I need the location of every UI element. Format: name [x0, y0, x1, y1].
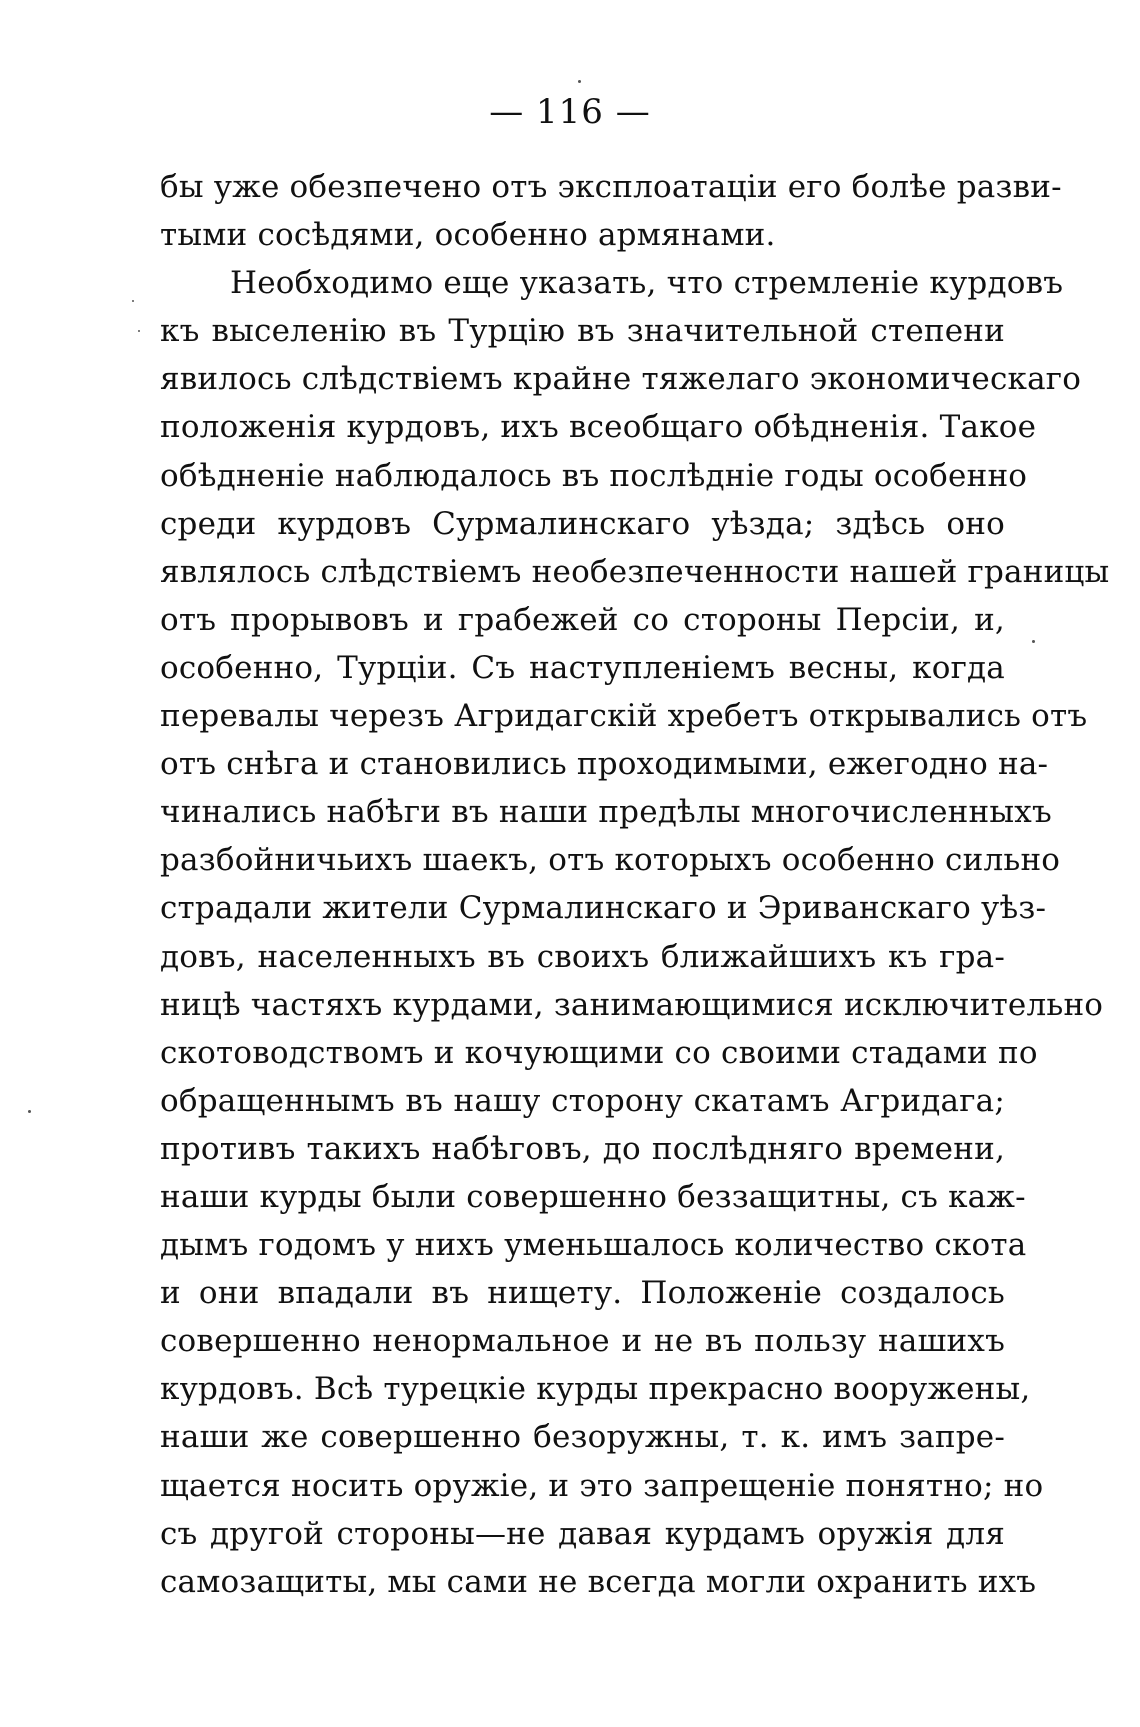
text-line: довъ, населенныхъ въ своихъ ближайшихъ къ гра-: [160, 938, 1005, 975]
text-line: скотоводствомъ и кочующими со своими стадами по: [160, 1034, 1038, 1071]
text-line: отъ снѣга и становились проходимыми, ежегодно на-: [160, 746, 1049, 783]
text-line: положенiя курдовъ, ихъ всеобщаго обѣдненiя. Такое: [160, 409, 1037, 446]
text-line: являлось слѣдствiемъ необезпеченности нашей границы: [160, 553, 1110, 590]
text-line: дымъ годомъ у нихъ уменьшалось количество скота: [160, 1227, 1027, 1264]
text-line: разбойничьихъ шаекъ, отъ которыхъ особенно сильно: [160, 842, 1061, 879]
text-line: среди курдовъ Сурмалинскаго уѣзда; здѣсь оно: [160, 505, 1005, 542]
text-line: бы уже обезпечено отъ эксплоатацiи его болѣе разви-: [160, 169, 1062, 205]
text-line: тыми сосѣдями, особенно армянами.: [160, 217, 776, 254]
text-line: Необходимо еще указать, что стремленiе курдовъ: [230, 265, 1064, 302]
text-line: чинались набѣги въ наши предѣлы многочисленныхъ: [160, 794, 1052, 831]
text-line: наши курды были совершенно беззащитны, съ каж-: [160, 1178, 1026, 1215]
text-line: и они впадали въ нищету. Положенiе создалось: [160, 1275, 1005, 1312]
body-text: [160, 163, 1110, 1606]
text-line: ницѣ частяхъ курдами, занимающимися исключительно: [160, 986, 1104, 1023]
text-line: наши же совершенно безоружны, т. к. имъ запре-: [160, 1419, 1005, 1456]
text-line: страдали жители Сурмалинскаго и Эриванскаго уѣз-: [160, 890, 1047, 927]
text-line: къ выселенiю въ Турцiю въ значительной степени: [160, 313, 1005, 350]
text-line: противъ такихъ набѣговъ, до послѣдняго времени,: [160, 1130, 1005, 1167]
scan-speck: [28, 1110, 31, 1113]
page-number: — 116 —: [489, 92, 651, 132]
text-line: перевалы черезъ Агридагскiй хребетъ открывались отъ: [160, 698, 1088, 735]
scan-speck: [1032, 640, 1035, 643]
text-line: курдовъ. Всѣ турецкiе курды прекрасно вооружены,: [160, 1371, 1031, 1408]
text-line: съ другой стороны—не давая курдамъ оружiя для: [160, 1515, 1005, 1552]
text-line: обращеннымъ въ нашу сторону скатамъ Агридага;: [160, 1082, 1005, 1119]
scan-speck: [138, 330, 140, 332]
text-line: совершенно ненормальное и не въ пользу нашихъ: [160, 1323, 1005, 1360]
scan-speck: [578, 80, 581, 83]
text-line: особенно, Турцiи. Съ наступленiемъ весны, когда: [160, 649, 1005, 686]
text-line: самозащиты, мы сами не всегда могли охранить ихъ: [160, 1563, 1037, 1600]
text-line: обѣдненiе наблюдалось въ послѣднiе годы особенно: [160, 457, 1028, 494]
text-line: щается носить оружiе, и это запрещенiе понятно; но: [160, 1467, 1044, 1504]
text-line: отъ прорывовъ и грабежей со стороны Персiи, и,: [160, 601, 1005, 638]
scan-speck: [132, 300, 134, 302]
text-line: явилось слѣдствiемъ крайне тяжелаго экономическаго: [160, 361, 1082, 398]
